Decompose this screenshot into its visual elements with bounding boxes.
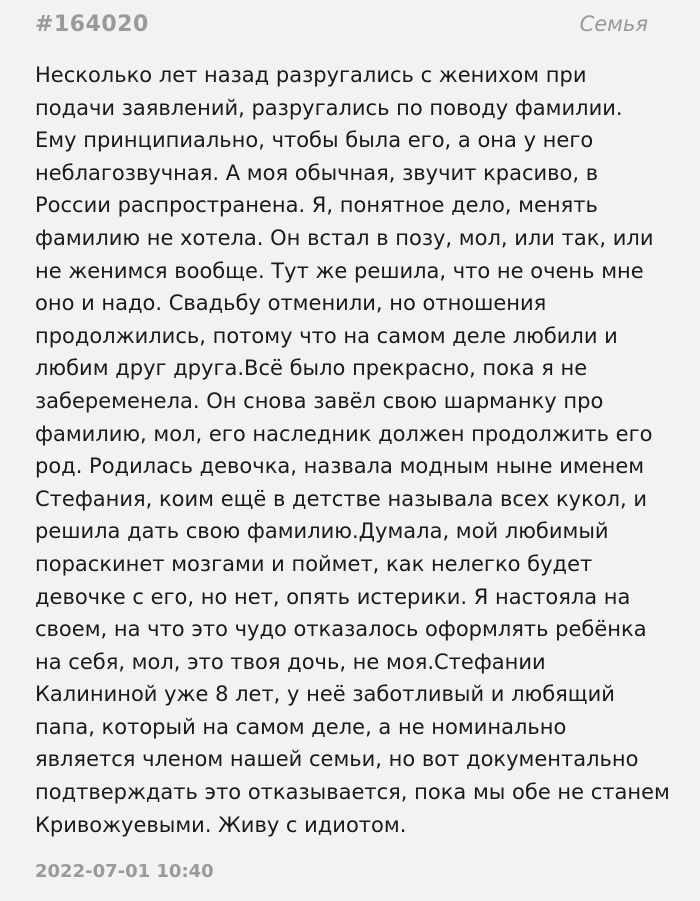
post-body [35, 59, 675, 841]
post-body-line: не женимся вообще. Тут же решила, что не очень мне [35, 258, 644, 283]
post-body-line: фамилию не хотела. Он встал в позу, мол, или так, или [35, 225, 654, 250]
post-body-line: является членом нашей семьи, но вот документально [35, 747, 639, 772]
post-body-line: подтверждать это отказывается, пока мы обе не станем [35, 780, 670, 805]
post-body-line: Ему принципиально, чтобы была его, а она у него [35, 128, 594, 153]
post-body-line: девочке с его, но нет, опять истерики. Я настояла на [35, 584, 631, 609]
post-body-line: России распространена. Я, понятное дело, менять [35, 193, 598, 218]
post-date: 2022-07-01 10:40 [35, 861, 214, 882]
post-body-line: любим друг друга.Всё было прекрасно, пока я не [35, 356, 588, 381]
post-body-line: Стефания, коим ещё в детстве называла всех кукол, и [35, 486, 648, 511]
post-body-line: неблагозвучная. А моя обычная, звучит красиво, в [35, 160, 599, 185]
post-body-line: своем, на что это чудо отказалось оформлять ребёнка [35, 617, 647, 642]
post-body-line: Кривожуевыми. Живу с идиотом. [35, 812, 407, 837]
post-body-line: Калининой уже 8 лет, у неё заботливый и любящий [35, 682, 615, 707]
post-body-line: Несколько лет назад разругались с женихом при [35, 63, 587, 87]
post-body-line: род. Родилась девочка, назвала модным ныне именем [35, 454, 645, 479]
post-body-line: фамилию, мол, его наследник должен продолжить его [35, 421, 653, 446]
post-body-line: пораскинет мозгами и поймет, как нелегко будет [35, 551, 593, 576]
post-body-line: забеременела. Он снова завёл свою шарманку про [35, 388, 604, 413]
post-body-line: продолжились, потому что на самом деле любили и [35, 323, 618, 348]
post-body-line: решила дать свою фамилию.Думала, мой любимый [35, 519, 609, 544]
post-id-link[interactable]: #164020 [35, 12, 149, 37]
post-body-line: папа, который на самом деле, а не номинально [35, 714, 567, 739]
post-body-line: оно и надо. Свадьбу отменили, но отношения [35, 291, 547, 316]
post-category-link[interactable]: Семья [579, 12, 648, 36]
post-body-line: на себя, мол, это твоя дочь, не моя.Стефании [35, 649, 546, 674]
post-body-line: подачи заявлений, разругались по поводу фамилии. [35, 95, 623, 120]
